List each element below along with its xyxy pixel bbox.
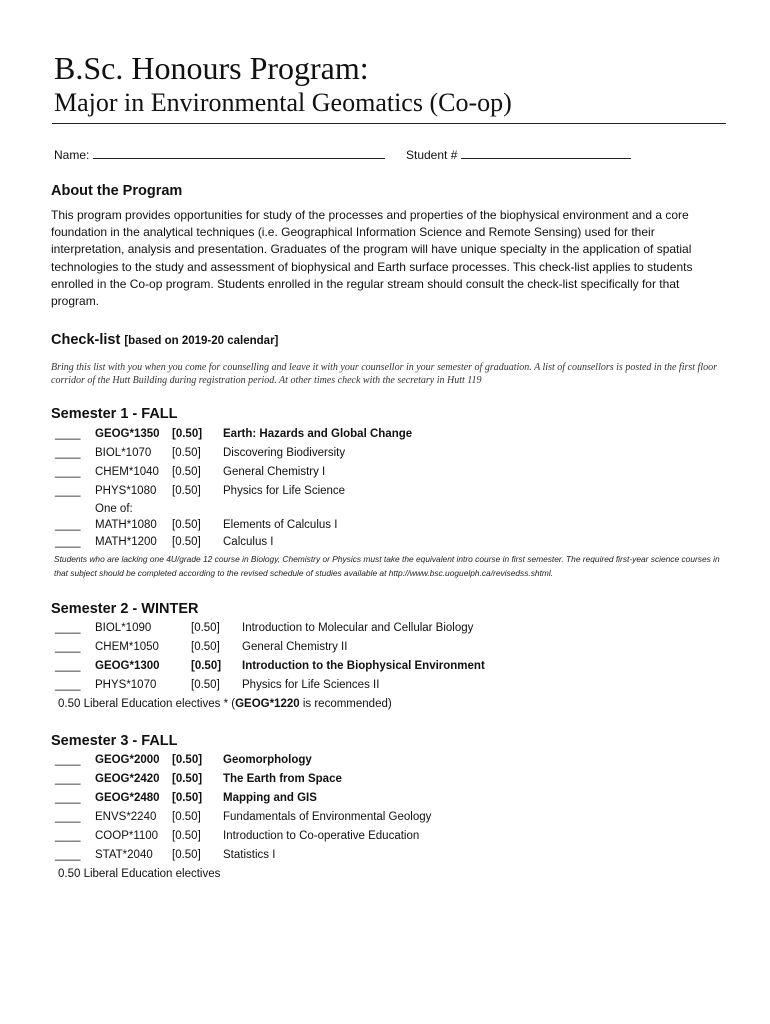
course-title: Physics for Life Sciences II — [242, 679, 380, 691]
checkbox-blank[interactable]: ____ — [55, 773, 81, 785]
electives-prefix: 0.50 Liberal Education electives * ( — [58, 698, 236, 710]
course-title: Introduction to the Biophysical Environment — [242, 660, 485, 672]
about-text: This program provides opportunities for study of the processes and properties of the biophysical environment and a core foundation in the analytical techniques (i.e. Geographical Information Science and Remote Sensing) used for their interpretation, analysis and presentation. Graduates of the program will have unique specialty in the application of spatial technologies to the study and assessment of biophysical and Earth surface processes. This check-list applies to students enrolled in the Co-op program. Students enrolled in the regular stream should consult the check-list specifically for that program. — [51, 208, 693, 309]
course-code: GEOG*2420 — [95, 773, 160, 785]
checkbox-blank[interactable]: ____ — [55, 792, 81, 804]
course-credit: [0.50] — [172, 792, 203, 804]
checkbox-blank[interactable]: ____ — [55, 485, 81, 497]
title-divider — [52, 123, 726, 124]
checklist-heading-suffix: [based on 2019-20 calendar] — [124, 335, 279, 347]
course-code: GEOG*2000 — [95, 754, 160, 766]
checkbox-blank[interactable]: ____ — [55, 811, 81, 823]
semester2-heading: Semester 2 - WINTER — [51, 601, 199, 617]
course-title: Introduction to Co-operative Education — [223, 830, 420, 842]
student-number-blank[interactable] — [461, 147, 631, 159]
course-credit: [0.50] — [172, 811, 201, 823]
course-code: PHYS*1070 — [95, 679, 157, 691]
course-code: CHEM*1040 — [95, 466, 159, 478]
course-title: Physics for Life Science — [223, 485, 346, 497]
electives-recommended-code: GEOG*1220 — [235, 698, 300, 710]
checklist-note: Bring this list with you when you come for counselling and leave it with your counsellor in your semester of graduation. A list of counsellors is posted in the first floor corridor of the Hutt Building during registration period. At other times check with the secretary in Hutt 119 — [51, 362, 717, 386]
course-credit: [0.50] — [191, 679, 220, 691]
checkbox-blank[interactable]: ____ — [55, 622, 81, 634]
course-title: The Earth from Space — [223, 773, 342, 785]
course-title: Elements of Calculus I — [223, 519, 338, 531]
course-credit: [0.50] — [191, 660, 222, 672]
semester1-heading: Semester 1 - FALL — [51, 406, 178, 422]
name-field — [54, 147, 385, 162]
course-code: PHYS*1080 — [95, 485, 157, 497]
course-credit: [0.50] — [191, 641, 220, 653]
course-title: Statistics I — [223, 849, 276, 861]
course-credit: [0.50] — [191, 622, 220, 634]
name-blank[interactable] — [93, 147, 385, 159]
semester2-electives — [58, 698, 392, 710]
one-of-label: One of: — [95, 503, 133, 515]
course-code: BIOL*1070 — [95, 447, 152, 459]
checkbox-blank[interactable]: ____ — [55, 536, 81, 548]
name-label: Name: — [54, 148, 90, 162]
course-title: Fundamentals of Environmental Geology — [223, 811, 432, 823]
electives-suffix: is recommended) — [299, 698, 392, 710]
page-subtitle: Major in Environmental Geomatics (Co-op) — [54, 88, 512, 117]
checkbox-blank[interactable]: ____ — [55, 830, 81, 842]
course-code: ENVS*2240 — [95, 811, 157, 823]
checkbox-blank[interactable]: ____ — [55, 447, 81, 459]
checkbox-blank[interactable]: ____ — [55, 466, 81, 478]
course-code: MATH*1080 — [95, 519, 157, 531]
checkbox-blank[interactable]: ____ — [55, 660, 81, 672]
course-credit: [0.50] — [172, 536, 201, 548]
checklist-heading — [51, 332, 278, 348]
course-code: BIOL*1090 — [95, 622, 152, 634]
checkbox-blank[interactable]: ____ — [55, 849, 81, 861]
course-code: MATH*1200 — [95, 536, 157, 548]
course-credit: [0.50] — [172, 447, 201, 459]
about-heading: About the Program — [51, 183, 183, 199]
course-code: GEOG*2480 — [95, 792, 160, 804]
course-code: GEOG*1300 — [95, 660, 160, 672]
course-title: Discovering Biodiversity — [223, 447, 346, 459]
course-credit: [0.50] — [172, 428, 203, 440]
course-credit: [0.50] — [172, 519, 201, 531]
checklist-heading-main: Check-list — [51, 332, 121, 348]
course-credit: [0.50] — [172, 466, 201, 478]
course-code: COOP*1100 — [95, 830, 159, 842]
course-title: General Chemistry II — [242, 641, 348, 653]
course-title: General Chemistry I — [223, 466, 326, 478]
semester3-electives: 0.50 Liberal Education electives — [58, 868, 221, 880]
checkbox-blank[interactable]: ____ — [55, 519, 81, 531]
course-code: STAT*2040 — [95, 849, 153, 861]
course-title: Geomorphology — [223, 754, 312, 766]
course-credit: [0.50] — [172, 485, 201, 497]
semester3-heading: Semester 3 - FALL — [51, 733, 178, 749]
checkbox-blank[interactable]: ____ — [55, 754, 81, 766]
checkbox-blank[interactable]: ____ — [55, 641, 81, 653]
course-code: CHEM*1050 — [95, 641, 159, 653]
course-credit: [0.50] — [172, 754, 203, 766]
course-credit: [0.50] — [172, 830, 201, 842]
checkbox-blank[interactable]: ____ — [55, 679, 81, 691]
student-number-field — [406, 147, 631, 162]
checkbox-blank[interactable]: ____ — [55, 428, 81, 440]
course-code: GEOG*1350 — [95, 428, 160, 440]
course-title: Calculus I — [223, 536, 274, 548]
course-credit: [0.50] — [172, 849, 201, 861]
semester1-note: Students who are lacking one 4U/grade 12 course in Biology, Chemistry or Physics must take the equivalent intro course in first semester. The required first-year science courses in that subject should be completed according to the revised schedule of studies available at http://www.bsc.uoguelph.ca/revisedss.shtml. — [54, 554, 720, 578]
course-title: Mapping and GIS — [223, 792, 317, 804]
student-number-label: Student # — [406, 148, 458, 162]
course-credit: [0.50] — [172, 773, 203, 785]
course-title: Introduction to Molecular and Cellular Biology — [242, 622, 474, 634]
course-title: Earth: Hazards and Global Change — [223, 428, 413, 440]
page-title: B.Sc. Honours Program: — [54, 50, 369, 86]
